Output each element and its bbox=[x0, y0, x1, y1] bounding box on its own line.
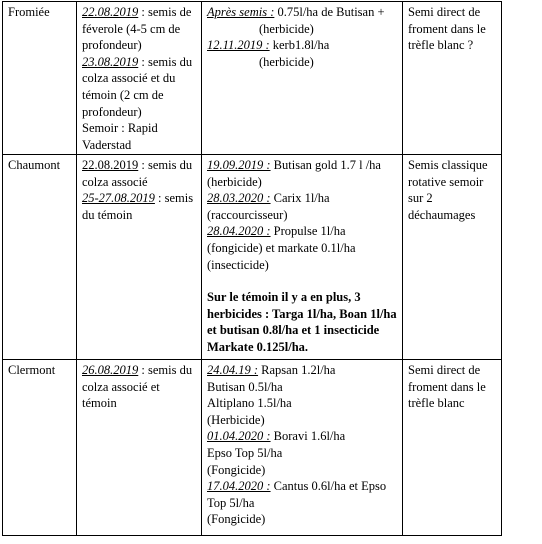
treatment-date: 28.03.2020 : bbox=[207, 191, 271, 206]
site-name: Clermont bbox=[8, 363, 56, 377]
treatment-date: 01.04.2020 : bbox=[207, 429, 271, 444]
sowing-text: : semis de féverole (4-5 cm de profondeur) bbox=[82, 5, 192, 53]
table-row bbox=[3, 2, 502, 155]
treatment-line: Altiplano 1.5l/ha bbox=[207, 396, 292, 411]
sowing-entry bbox=[82, 55, 192, 119]
treatment-date: 24.04.19 : bbox=[207, 363, 259, 377]
sowing-entry bbox=[82, 191, 193, 222]
seeder-info: Semoir : Rapid Vaderstad bbox=[82, 121, 158, 152]
treatment-line: (herbicide) bbox=[259, 54, 314, 69]
treatment-cell bbox=[202, 155, 403, 360]
sowing-entry bbox=[82, 158, 192, 189]
treatment-line bbox=[207, 157, 398, 174]
treatment-text: Butisan gold 1.7 l /ha bbox=[270, 158, 381, 172]
sowing-text: : semis du colza associé et témoin bbox=[82, 363, 193, 411]
treatment-line: (Fongicide) bbox=[207, 462, 266, 477]
sowing-date: 22.08.2019 bbox=[82, 158, 139, 172]
site-cell bbox=[3, 360, 77, 536]
sowing-text: : semis du colza associé bbox=[82, 158, 193, 189]
treatment-line bbox=[207, 428, 398, 445]
semis-cell bbox=[77, 360, 202, 536]
treatment-date: 19.09.2019 : bbox=[207, 158, 271, 172]
sowing-date: 25-27.08.2019 bbox=[82, 191, 155, 206]
treatment-line bbox=[207, 223, 398, 240]
followup-cell bbox=[403, 2, 502, 155]
treatment-cell bbox=[202, 2, 403, 155]
followup-text: Semis classique rotative semoir sur 2 déchaumages bbox=[408, 158, 488, 222]
control-note: Sur le témoin il y a en plus, 3 herbicides : Targa 1l/ha, Boan 1l/ha et butisan 0.8l/ha et 1 insecticide Markate 0.125l/ha. bbox=[207, 290, 397, 354]
treatment-date: 17.04.2020 : bbox=[207, 479, 271, 494]
treatment-line bbox=[207, 190, 398, 207]
treatment-line: Butisan 0.5l/ha bbox=[207, 379, 283, 394]
site-name: Chaumont bbox=[8, 158, 61, 172]
treatment-line: (herbicide) bbox=[259, 21, 314, 36]
treatment-line bbox=[207, 4, 398, 21]
treatment-text: Carix 1l/ha bbox=[270, 191, 330, 206]
sowing-date: 23.08.2019 bbox=[82, 54, 139, 69]
treatment-line bbox=[207, 478, 398, 511]
treatment-date: 28.04.2020 : bbox=[207, 224, 271, 239]
treatment-text: Cantus 0.6l/ha et Epso Top 5l/ha bbox=[207, 479, 387, 510]
site-cell bbox=[3, 155, 77, 360]
sowing-entry bbox=[82, 5, 191, 52]
followup-cell bbox=[403, 155, 502, 360]
site-name: Fromiée bbox=[8, 5, 50, 19]
treatment-line: (herbicide) bbox=[207, 174, 262, 189]
treatment-text: Propulse 1l/ha bbox=[270, 224, 346, 239]
semis-cell bbox=[77, 155, 202, 360]
sowing-date: 22.08.2019 bbox=[82, 5, 139, 19]
treatment-line: (fongicide) et markate 0.1l/ha bbox=[207, 240, 356, 255]
treatment-line: (Herbicide) bbox=[207, 412, 265, 427]
treatment-line bbox=[207, 37, 398, 54]
treatment-line: Epso Top 5l/ha bbox=[207, 445, 283, 460]
treatment-cell bbox=[202, 360, 403, 536]
sowing-entry bbox=[82, 363, 192, 410]
crop-trial-table bbox=[2, 1, 502, 536]
treatment-line: (Fongicide) bbox=[207, 512, 266, 527]
treatment-line: (raccourcisseur) bbox=[207, 207, 288, 222]
semis-cell bbox=[77, 2, 202, 155]
followup-text: Semi direct de froment dans le trèfle blanc bbox=[408, 363, 486, 411]
treatment-line: (insecticide) bbox=[207, 257, 269, 272]
followup-cell bbox=[403, 360, 502, 536]
table-row bbox=[3, 360, 502, 536]
treatment-line bbox=[207, 362, 398, 379]
site-cell bbox=[3, 2, 77, 155]
sowing-text: : semis du témoin bbox=[82, 191, 194, 222]
table-row bbox=[3, 155, 502, 360]
treatment-text: Boravi 1.6l/ha bbox=[270, 429, 346, 444]
treatment-date: Après semis : bbox=[207, 5, 275, 19]
treatment-date: 12.11.2019 : bbox=[207, 38, 270, 53]
treatment-text: 0.75l/ha de Butisan + bbox=[274, 5, 385, 19]
treatment-text: Rapsan 1.2l/ha bbox=[258, 363, 336, 377]
followup-text: Semi direct de froment dans le trèfle blanc ? bbox=[408, 5, 486, 53]
sowing-text: : semis du colza associé et du témoin (2 cm de profondeur) bbox=[82, 54, 193, 119]
treatment-text: kerb1.8l/ha bbox=[269, 38, 330, 53]
sowing-date: 26.08.2019 bbox=[82, 363, 139, 377]
